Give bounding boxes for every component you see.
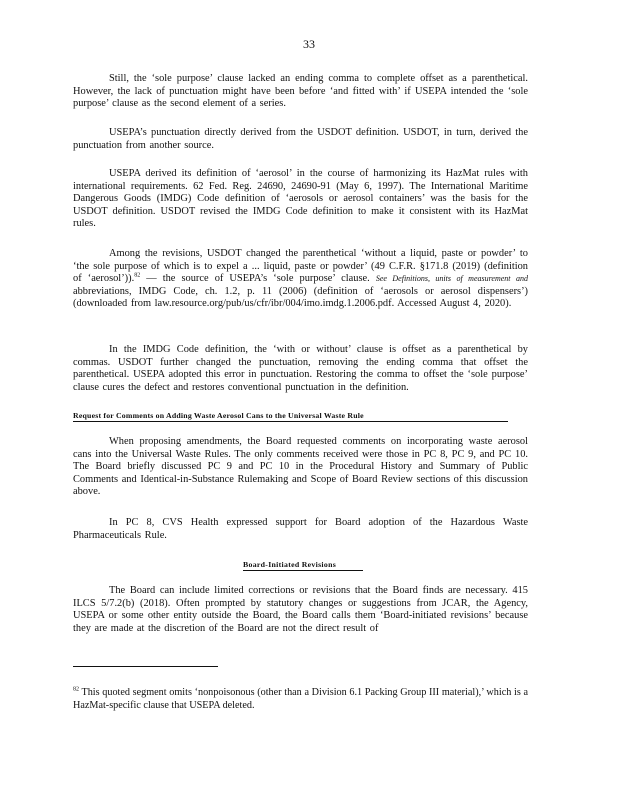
paragraph-aerosol-definition: USEPA derived its definition of ‘aerosol’ in the course of harmonizing its HazMat rules with international requirements. 62 Fed. Reg. 24690, 24690-91 (May 6, 1997). The International Maritime Dangerous Goods (IMDG) Code definition of ‘aerosols or aerosol containers’ was the basis for the USDOT definition. USDOT revised the IMDG Code definition to make it consistent with its HazMat rules. (73, 168, 528, 230)
footnote-separator (73, 666, 218, 667)
paragraph-proposing-amendments: When proposing amendments, the Board requested comments on incorporating waste aerosol cans into the Universal Waste Rules. The only comments received were those in PC 8, PC 9, and PC 10. The Board briefly discussed PC 9 and PC 10 in the Procedural History and Summary of Public Comments and Identical-in-Substance Rulemaking and Scope of Board Review sections of this discussion above. (73, 436, 528, 498)
paragraph-pc8: In PC 8, CVS Health expressed support for Board adoption of the Hazardous Waste Pharmaceuticals Rule. (73, 517, 528, 541)
paragraph-board-corrections: The Board can include limited corrections or revisions that the Board finds are necessary. 415 ILCS 5/7.2(b) (2018). Often prompted by statutory changes or suggestions from JCAR, the Agency, USEPA or some other entity outside the Board, the Board calls them ‘Board-initiated revisions’ because they are made at the discretion of the Board are not the direct result of (73, 585, 528, 634)
paragraph-text: Among the revisions, USDOT changed the parenthetical ‘without a liquid, paste or powder’ to ‘the sole purpose of which is to expel a ... liquid, paste or powder’ (49 C.F.R. §171.8 (2019) (definition of ‘aerosol’)). (73, 248, 528, 285)
italic-citation: See Definitions, units of measurement and (375, 274, 529, 284)
footnote-reference: 82 (134, 272, 141, 279)
paragraph-usepa-punctuation: USEPA’s punctuation directly derived from the USDOT definition. USDOT, in turn, derived the punctuation from another source. (73, 127, 528, 151)
paragraph-sole-purpose-comma: Still, the ‘sole purpose’ clause lacked an ending comma to complete offset as a parenthetical. However, the lack of punctuation might have been before ‘and fitted with’ if USEPA intended the ‘sole purpose’ clause as the second element of a series. (73, 73, 528, 110)
footnote-number: 82 (73, 686, 79, 693)
paragraph-text: abbreviations, IMDG Code, ch. 1.2, p. 11 (2006) (definition of ‘aerosols or aerosol dispensers’) (downloaded from law.resource.org/pub/us/cfr/ibr/004/imo.imdg.1.2006.pdf. Accessed August 4, 2020). (73, 285, 528, 310)
footnote (73, 687, 528, 712)
paragraph-usdot-revisions (73, 248, 528, 311)
section-heading-board-initiated-revisions: Board-Initiated Revisions (243, 560, 363, 571)
footnote-text: This quoted segment omits ‘nonpoisonous (other than a Division 6.1 Packing Group III material),’ which is a HazMat-specific clause that USEPA deleted. (73, 687, 528, 711)
paragraph-text: — the source of USEPA’s ‘sole purpose’ clause. (140, 273, 370, 285)
paragraph-imdg-comma: In the IMDG Code definition, the ‘with or without’ clause is offset as a parenthetical by commas. USDOT further changed the punctuation, removing the ending comma that offset the parenthetical. USEPA adopted this error in punctuation. Restoring the comma to offset the ‘sole purpose’ clause cures the defect and restores conventional punctuation in the definition. (73, 344, 528, 393)
section-heading-request-for-comments: Request for Comments on Adding Waste Aerosol Cans to the Universal Waste Rule (73, 411, 508, 422)
page-number: 33 (303, 37, 315, 51)
